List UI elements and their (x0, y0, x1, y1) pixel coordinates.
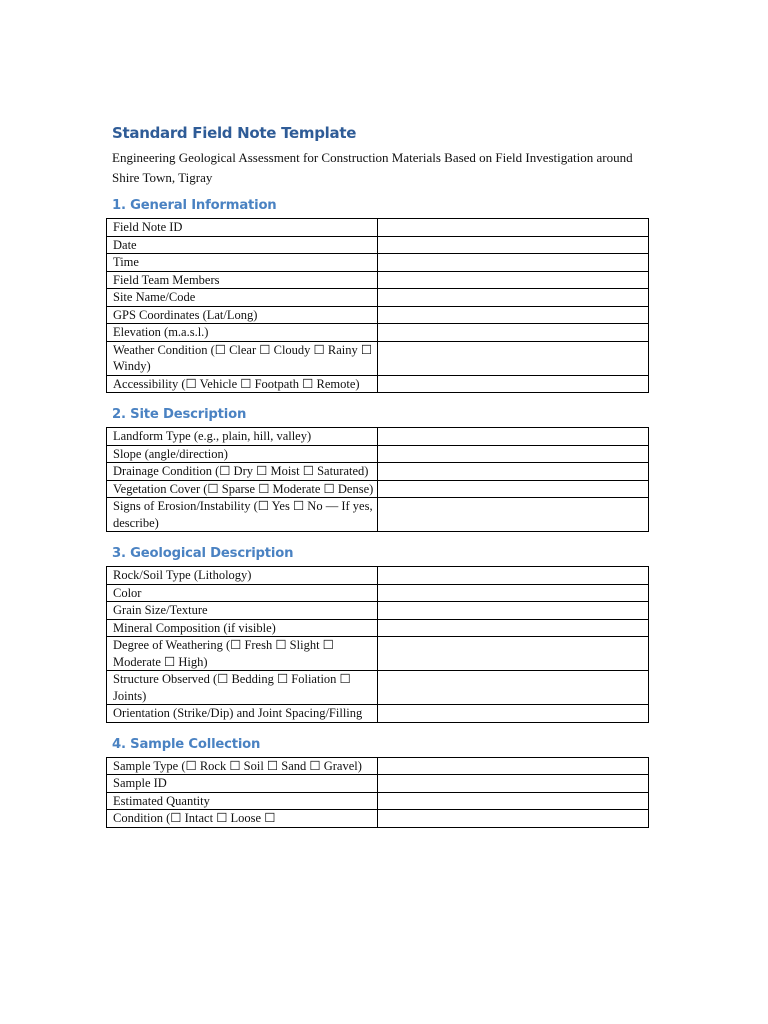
table-row (107, 271, 649, 289)
table-row (107, 584, 649, 602)
field-value-cell[interactable] (378, 810, 649, 828)
field-value-cell[interactable] (378, 671, 649, 705)
table-row (107, 671, 649, 705)
field-label: GPS Coordinates (Lat/Long) (107, 306, 378, 324)
section-heading: 1. General Information (112, 198, 277, 213)
field-value-cell[interactable] (378, 498, 649, 532)
field-value-cell[interactable] (378, 341, 649, 375)
field-value-cell[interactable] (378, 306, 649, 324)
table-row (107, 757, 649, 775)
field-value-cell[interactable] (378, 705, 649, 723)
field-value-cell[interactable] (378, 775, 649, 793)
field-value-cell[interactable] (378, 480, 649, 498)
field-label: Estimated Quantity (107, 792, 378, 810)
field-label: Landform Type (e.g., plain, hill, valley) (107, 428, 378, 446)
table-row (107, 236, 649, 254)
section-heading: 2. Site Description (112, 407, 247, 422)
table-row (107, 428, 649, 446)
field-value-cell[interactable] (378, 219, 649, 237)
field-label: Field Team Members (107, 271, 378, 289)
field-label: Elevation (m.a.s.l.) (107, 324, 378, 342)
table-row (107, 480, 649, 498)
field-label: Vegetation Cover (☐ Sparse ☐ Moderate ☐ Dense) (107, 480, 378, 498)
section-heading: 3. Geological Description (112, 546, 294, 561)
table-row (107, 705, 649, 723)
document-subtitle: Engineering Geological Assessment for Construction Materials Based on Field Investigation around Shire Town, Tigray (112, 150, 633, 185)
field-table (106, 757, 649, 828)
section-heading: 4. Sample Collection (112, 736, 261, 752)
field-value-cell[interactable] (378, 375, 649, 393)
field-table (106, 427, 649, 532)
field-label: Degree of Weathering (☐ Fresh ☐ Slight ☐ Moderate ☐ High) (107, 637, 378, 671)
table-row (107, 637, 649, 671)
field-table (106, 218, 649, 393)
table-row (107, 792, 649, 810)
table-row (107, 567, 649, 585)
sections-container (106, 198, 649, 828)
field-label: Field Note ID (107, 219, 378, 237)
table-row (107, 375, 649, 393)
document-content (106, 124, 649, 842)
field-label: Signs of Erosion/Instability (☐ Yes ☐ No — If yes, describe) (107, 498, 378, 532)
field-label: Sample Type (☐ Rock ☐ Soil ☐ Sand ☐ Gravel) (107, 757, 378, 775)
table-row (107, 306, 649, 324)
field-label: Orientation (Strike/Dip) and Joint Spacing/Filling (107, 705, 378, 723)
field-value-cell[interactable] (378, 428, 649, 446)
field-label: Site Name/Code (107, 289, 378, 307)
field-table (106, 566, 649, 723)
table-row (107, 602, 649, 620)
field-value-cell[interactable] (378, 619, 649, 637)
field-label: Slope (angle/direction) (107, 445, 378, 463)
table-row (107, 445, 649, 463)
field-value-cell[interactable] (378, 324, 649, 342)
field-value-cell[interactable] (378, 602, 649, 620)
field-value-cell[interactable] (378, 271, 649, 289)
field-label: Structure Observed (☐ Bedding ☐ Foliation ☐ Joints) (107, 671, 378, 705)
field-label: Weather Condition (☐ Clear ☐ Cloudy ☐ Rainy ☐ Windy) (107, 341, 378, 375)
table-row (107, 619, 649, 637)
field-label: Accessibility (☐ Vehicle ☐ Footpath ☐ Remote) (107, 375, 378, 393)
field-label: Date (107, 236, 378, 254)
table-row (107, 810, 649, 828)
field-label: Mineral Composition (if visible) (107, 619, 378, 637)
field-value-cell[interactable] (378, 584, 649, 602)
field-value-cell[interactable] (378, 289, 649, 307)
table-row (107, 498, 649, 532)
field-value-cell[interactable] (378, 757, 649, 775)
field-value-cell[interactable] (378, 637, 649, 671)
document-title: Standard Field Note Template (112, 124, 357, 142)
field-label: Grain Size/Texture (107, 602, 378, 620)
table-row (107, 324, 649, 342)
field-value-cell[interactable] (378, 445, 649, 463)
field-label: Time (107, 254, 378, 272)
table-row (107, 775, 649, 793)
field-label: Sample ID (107, 775, 378, 793)
table-row (107, 463, 649, 481)
table-row (107, 219, 649, 237)
field-label: Color (107, 584, 378, 602)
table-row (107, 289, 649, 307)
field-value-cell[interactable] (378, 463, 649, 481)
field-value-cell[interactable] (378, 567, 649, 585)
field-value-cell[interactable] (378, 792, 649, 810)
field-label: Drainage Condition (☐ Dry ☐ Moist ☐ Saturated) (107, 463, 378, 481)
table-row (107, 254, 649, 272)
field-value-cell[interactable] (378, 254, 649, 272)
field-value-cell[interactable] (378, 236, 649, 254)
field-label: Condition (☐ Intact ☐ Loose ☐ (107, 810, 378, 828)
field-label: Rock/Soil Type (Lithology) (107, 567, 378, 585)
table-row (107, 341, 649, 375)
